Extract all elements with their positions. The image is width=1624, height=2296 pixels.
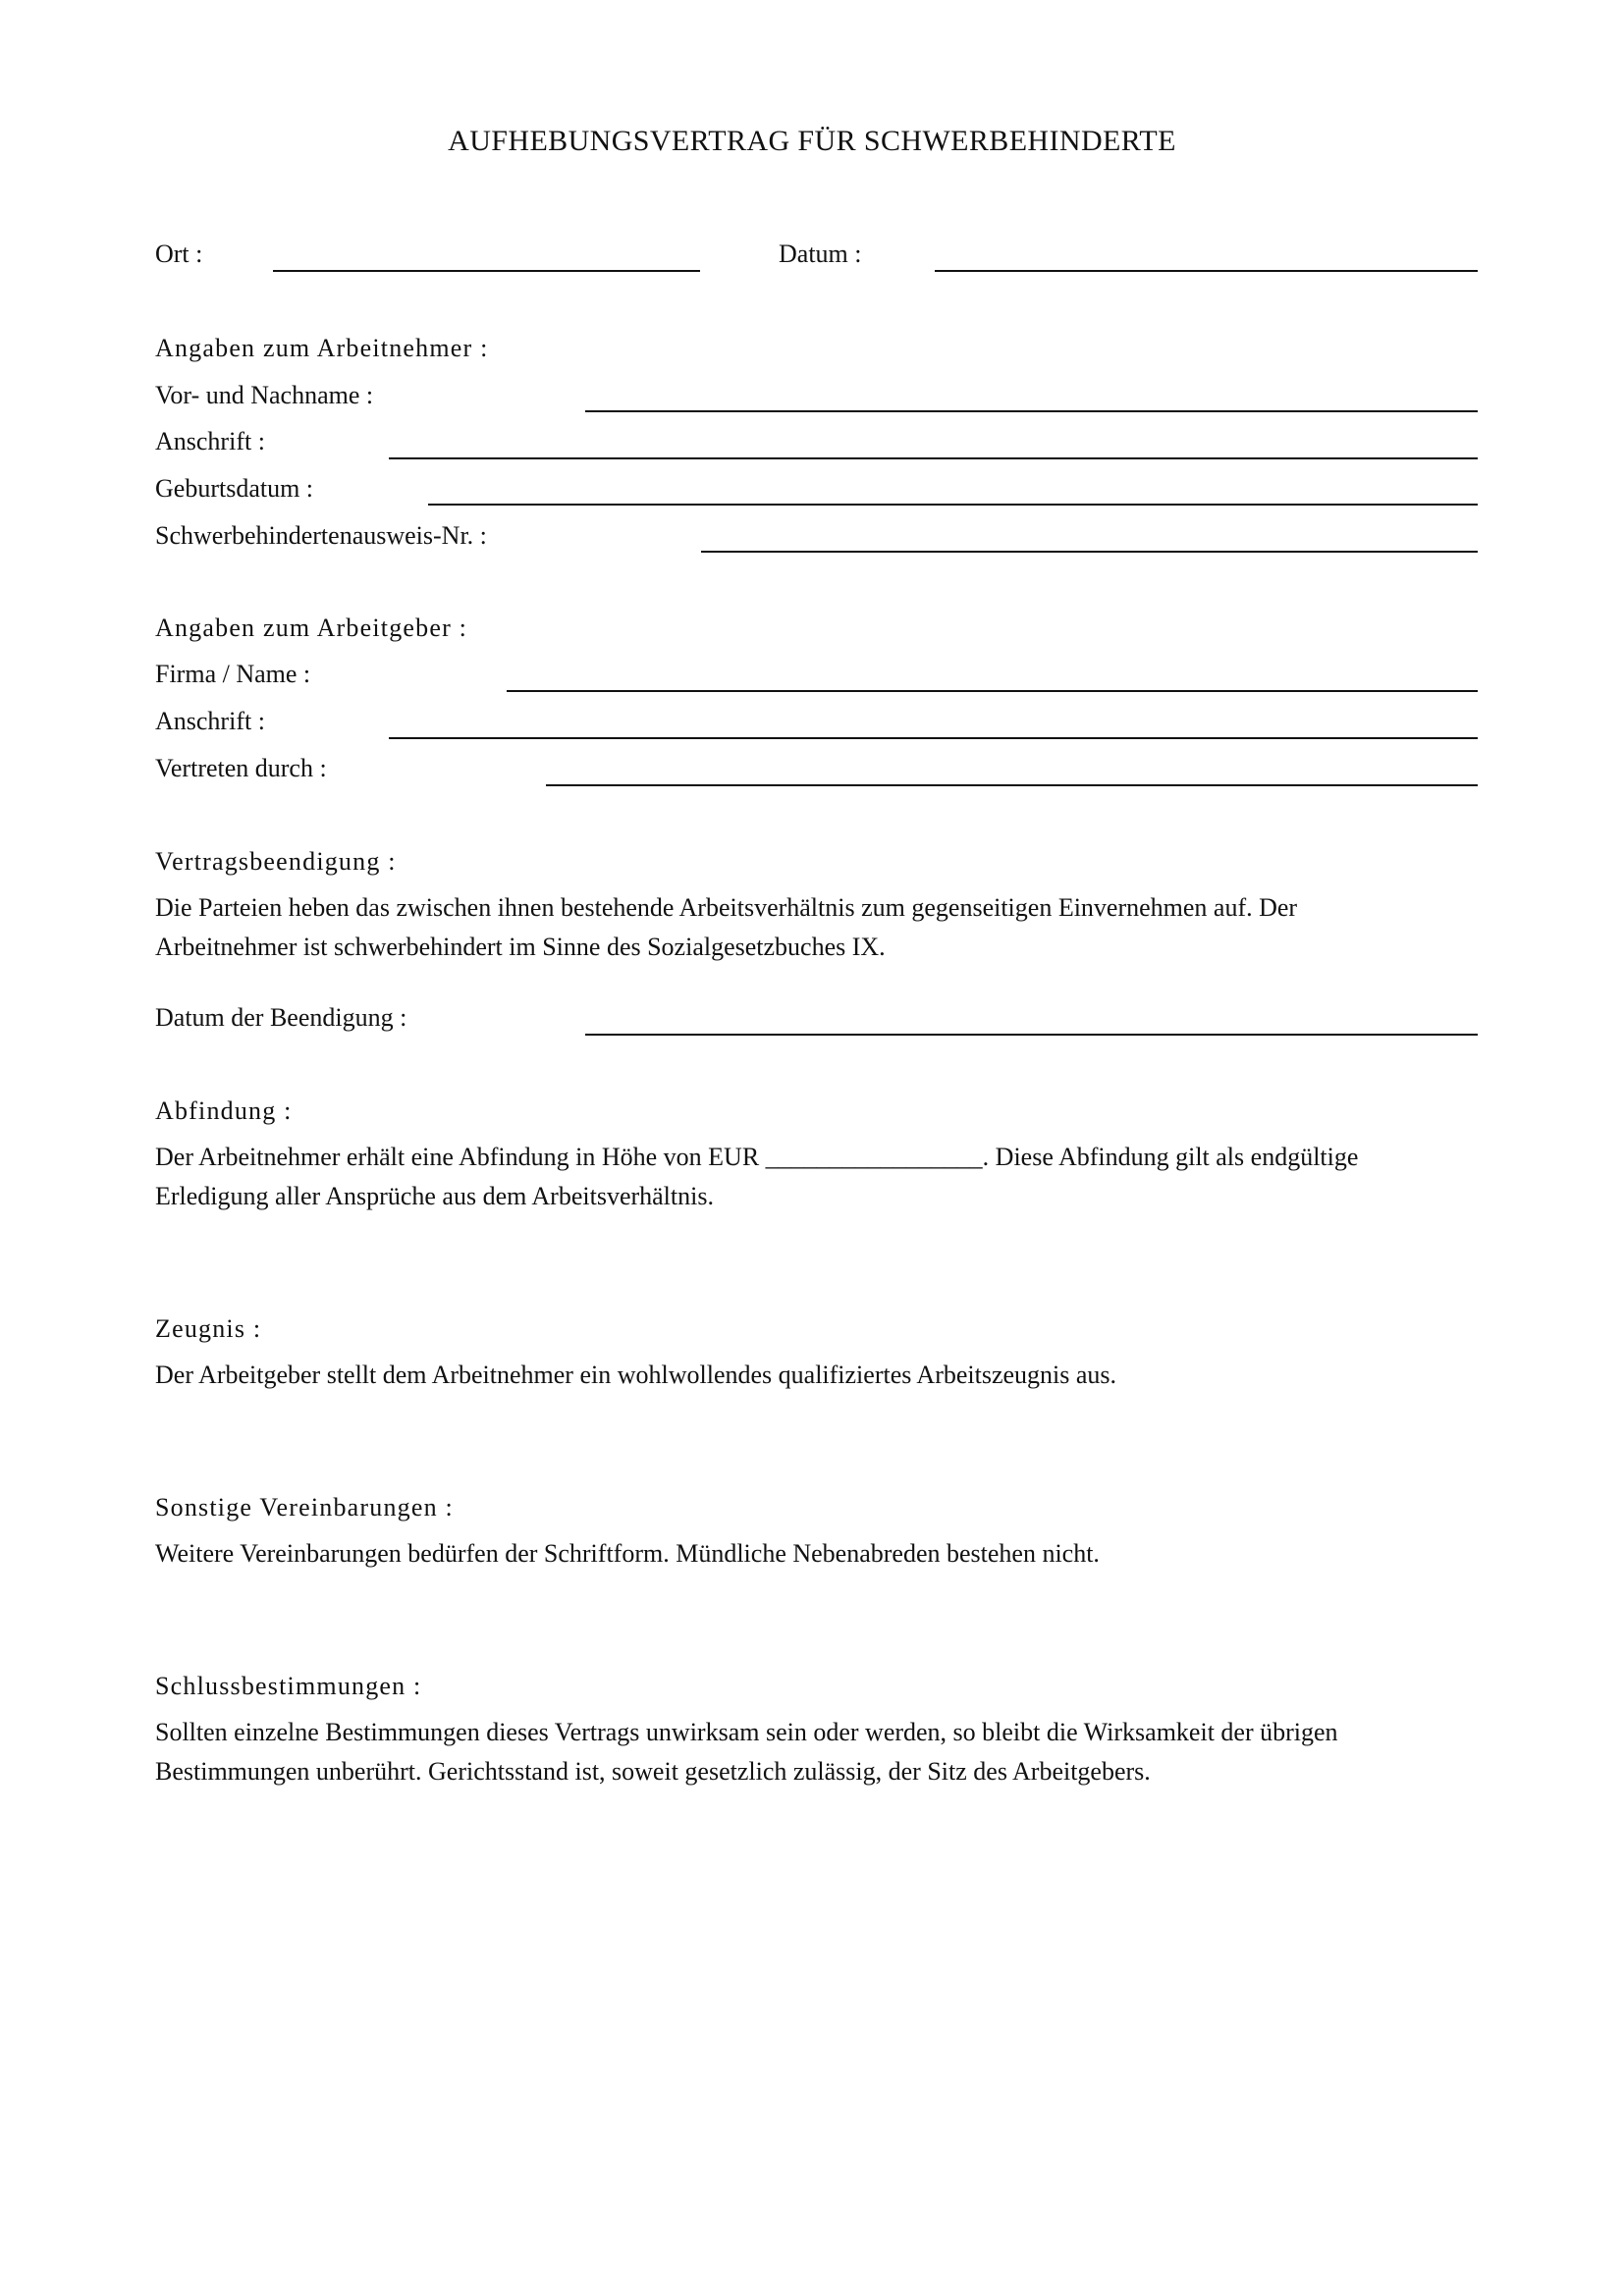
schluss-text-line1: Sollten einzelne Bestimmungen dieses Vertrags unwirksam sein oder werden, so bleibt die Wirksamkeit der übrigen [155,1718,1338,1746]
arbeitgeber-anschrift-label: Anschrift : [155,707,265,735]
arbeitnehmer-name-label: Vor- und Nachname : [155,381,374,409]
arbeitgeber-heading: Angaben zum Arbeitgeber : [155,614,468,642]
abfindung-heading: Abfindung : [155,1096,293,1125]
vertragsbeendigung-text-line1: Die Parteien heben das zwischen ihnen bestehende Arbeitsverhältnis zum gegenseitigen Einvernehmen auf. Der [155,893,1298,922]
arbeitnehmer-heading: Angaben zum Arbeitnehmer : [155,334,489,362]
vertragsbeendigung-text-line2: Arbeitnehmer ist schwerbehindert im Sinne des Sozialgesetzbuches IX. [155,933,886,961]
abfindung-text-line1: Der Arbeitnehmer erhält eine Abfindung in Höhe von EUR _________________. Diese Abfindung gilt als endgültige [155,1143,1359,1171]
abfindung-text-line2: Erledigung aller Ansprüche aus dem Arbeitsverhältnis. [155,1182,714,1210]
arbeitnehmer-anschrift-field[interactable] [389,457,1478,459]
geburtsdatum-label: Geburtsdatum : [155,474,314,503]
beendigung-datum-field[interactable] [585,1034,1478,1036]
sonstige-text: Weitere Vereinbarungen bedürfen der Schriftform. Mündliche Nebenabreden bestehen nicht. [155,1539,1100,1568]
vertragsbeendigung-heading: Vertragsbeendigung : [155,847,397,876]
zeugnis-heading: Zeugnis : [155,1314,262,1343]
arbeitnehmer-name-field[interactable] [585,410,1478,412]
arbeitgeber-anschrift-field[interactable] [389,737,1478,739]
sonstige-heading: Sonstige Vereinbarungen : [155,1493,454,1522]
zeugnis-text: Der Arbeitgeber stellt dem Arbeitnehmer ein wohlwollendes qualifiziertes Arbeitszeugnis aus. [155,1361,1117,1389]
geburtsdatum-field[interactable] [428,504,1478,506]
schluss-heading: Schlussbestimmungen : [155,1672,422,1700]
arbeitnehmer-anschrift-label: Anschrift : [155,427,265,455]
firma-field[interactable] [507,690,1478,692]
schluss-text-line2: Bestimmungen unberührt. Gerichtsstand ist, soweit gesetzlich zulässig, der Sitz des Arbeitgebers. [155,1757,1151,1786]
ausweis-nr-label: Schwerbehindertenausweis-Nr. : [155,521,487,550]
ort-field[interactable] [273,270,700,272]
ausweis-nr-field[interactable] [701,551,1478,553]
vertreten-durch-field[interactable] [546,784,1478,786]
document-title: AUFHEBUNGSVERTRAG FÜR SCHWERBEHINDERTE [448,125,1176,157]
datum-label: Datum : [779,240,862,268]
beendigung-datum-label: Datum der Beendigung : [155,1003,407,1032]
vertreten-durch-label: Vertreten durch : [155,754,327,782]
ort-label: Ort : [155,240,203,268]
firma-label: Firma / Name : [155,660,311,688]
datum-field[interactable] [935,270,1478,272]
